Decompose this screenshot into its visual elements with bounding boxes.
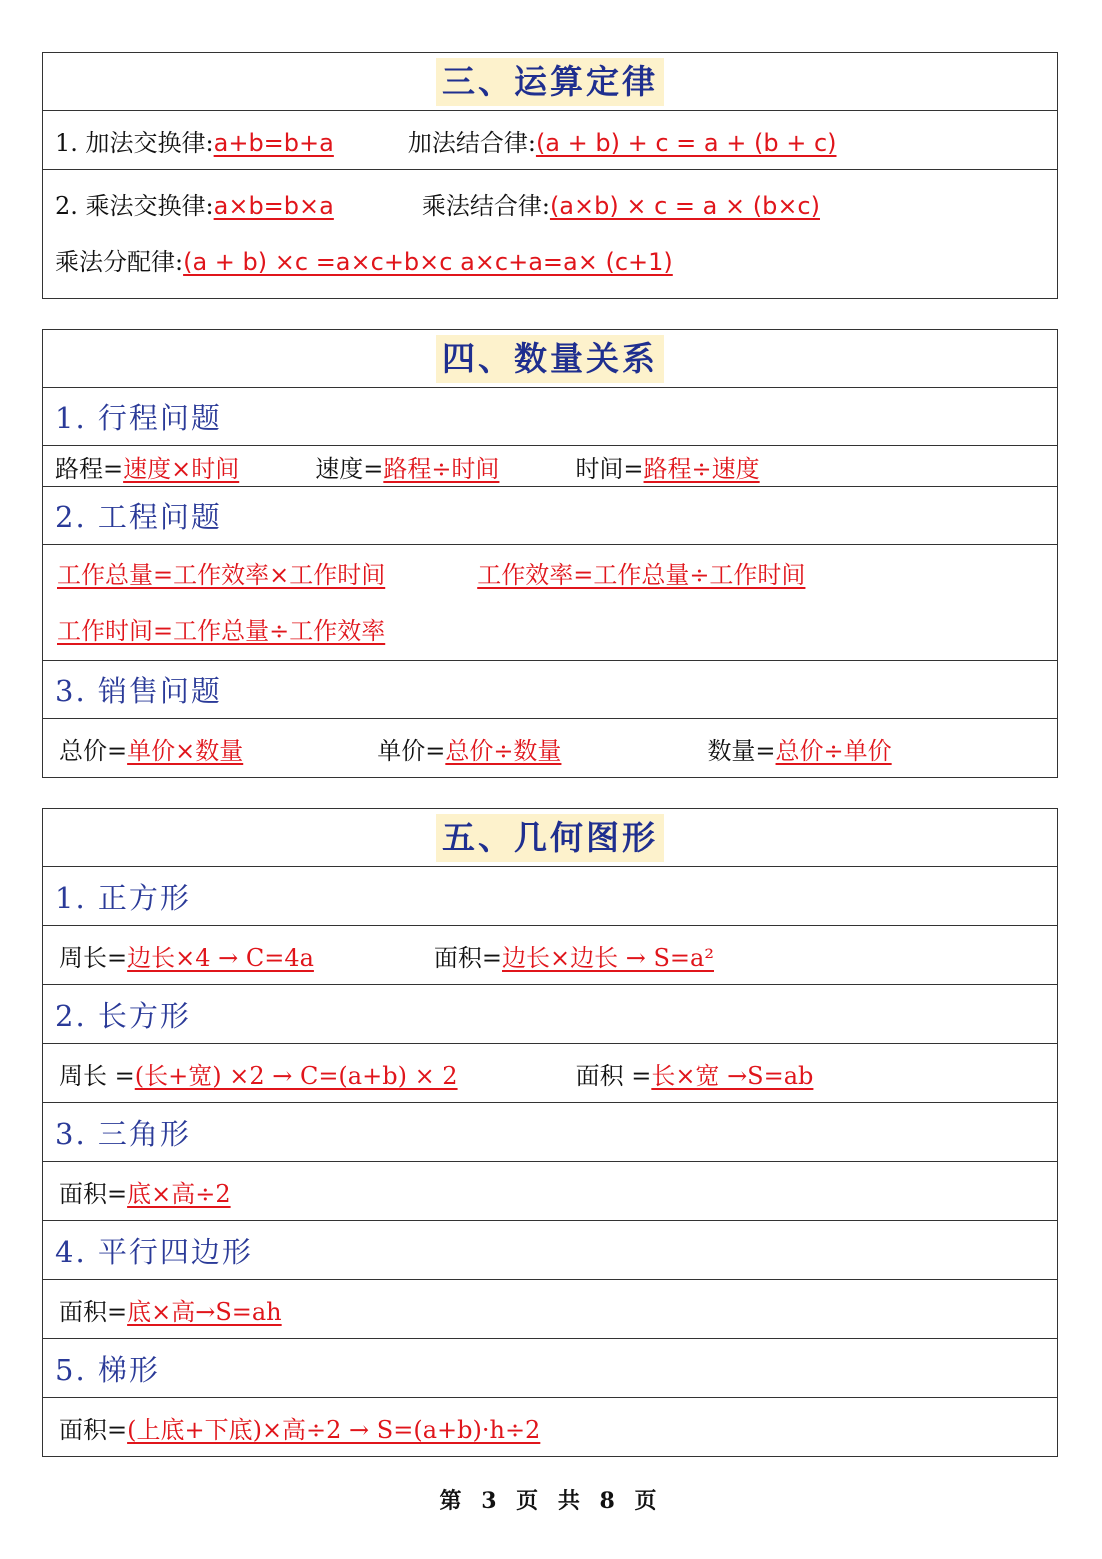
label: 乘法分配律: — [55, 248, 184, 276]
label: 数量= — [707, 736, 776, 765]
section-title: 四、数量关系 — [436, 335, 664, 383]
section-title-row — [43, 53, 1057, 111]
section-quantity-relations — [42, 329, 1058, 778]
section-title: 五、几何图形 — [436, 814, 664, 862]
subheading-row — [43, 985, 1057, 1044]
formula-row-rectangle — [43, 1044, 1057, 1103]
label: 时间= — [575, 454, 644, 483]
subheading-row — [43, 388, 1057, 446]
answer: 路程÷时间 — [383, 454, 500, 483]
label: 加法结合律: — [407, 128, 536, 157]
answer: 路程÷速度 — [643, 454, 760, 483]
law-row-addition — [43, 111, 1057, 170]
formula-row-travel — [43, 446, 1057, 487]
section-geometry — [42, 808, 1058, 1457]
answer: 总价÷单价 — [775, 736, 892, 765]
formula-row-triangle — [43, 1162, 1057, 1221]
answer: 长×宽 →S=ab — [651, 1061, 814, 1090]
subheading-row — [43, 487, 1057, 545]
label: 面积 = — [575, 1061, 652, 1090]
section-operation-laws — [42, 52, 1058, 299]
formula-row-work — [43, 545, 1057, 661]
answer: 单价×数量 — [127, 736, 244, 765]
answer: (a + b) + c = a + (b + c) — [535, 128, 837, 157]
answer: a×b=b×a — [213, 192, 334, 220]
label: 速度= — [315, 454, 384, 483]
subheading: 2. 工程问题 — [55, 500, 222, 534]
law-row-multiplication — [43, 170, 1057, 298]
label: 面积= — [433, 943, 503, 972]
section-title-row — [43, 330, 1057, 388]
answer: (长+宽) ×2 → C=(a+b) × 2 — [134, 1061, 458, 1090]
label: 总价= — [59, 736, 128, 765]
label: 面积= — [59, 1297, 128, 1326]
formula-row-square — [43, 926, 1057, 985]
label: 周长 = — [59, 1061, 135, 1090]
answer: 底×高÷2 — [127, 1179, 231, 1208]
answer: 边长×4 → C=4a — [127, 943, 314, 972]
answer: 工作效率=工作总量÷工作时间 — [477, 561, 806, 589]
label: 乘法结合律: — [421, 192, 550, 220]
label: 周长= — [59, 943, 128, 972]
subheading: 5. 梯形 — [55, 1352, 160, 1387]
answer: (a×b) × c = a × (b×c) — [549, 192, 820, 220]
subheading: 1. 行程问题 — [55, 401, 222, 435]
formula-row-trapezoid — [43, 1398, 1057, 1456]
page-number: 第 3 页 共 8 页 — [439, 1488, 663, 1514]
subheading-row — [43, 867, 1057, 926]
answer: a+b=b+a — [213, 128, 334, 157]
answer: 速度×时间 — [123, 454, 240, 483]
label: 路程= — [55, 454, 124, 483]
label: 面积= — [59, 1179, 128, 1208]
label: 面积= — [59, 1415, 128, 1444]
section-title-row — [43, 809, 1057, 867]
label: 1. 加法交换律: — [55, 128, 214, 157]
subheading-row — [43, 1221, 1057, 1280]
subheading: 1. 正方形 — [55, 880, 191, 915]
subheading: 4. 平行四边形 — [55, 1234, 253, 1269]
formula-row-parallelogram — [43, 1280, 1057, 1339]
subheading-row — [43, 1339, 1057, 1398]
formula-row-sales — [43, 719, 1057, 777]
answer: 底×高→S=ah — [127, 1297, 282, 1326]
answer: 工作时间=工作总量÷工作效率 — [57, 617, 386, 645]
subheading: 3. 三角形 — [55, 1116, 191, 1151]
answer: (a + b) ×c =a×c+b×c a×c+a=a× (c+1) — [183, 248, 673, 276]
label: 单价= — [377, 736, 446, 765]
answer: 总价÷数量 — [445, 736, 562, 765]
answer: 边长×边长 → S=a² — [502, 943, 714, 972]
answer: (上底+下底)×高÷2 → S=(a+b)·h÷2 — [127, 1415, 541, 1444]
label: 2. 乘法交换律: — [55, 192, 214, 220]
section-title: 三、运算定律 — [436, 58, 664, 106]
answer: 工作总量=工作效率×工作时间 — [57, 561, 386, 589]
subheading: 3. 销售问题 — [55, 674, 222, 708]
subheading: 2. 长方形 — [55, 998, 191, 1033]
subheading-row — [43, 1103, 1057, 1162]
subheading-row — [43, 661, 1057, 719]
